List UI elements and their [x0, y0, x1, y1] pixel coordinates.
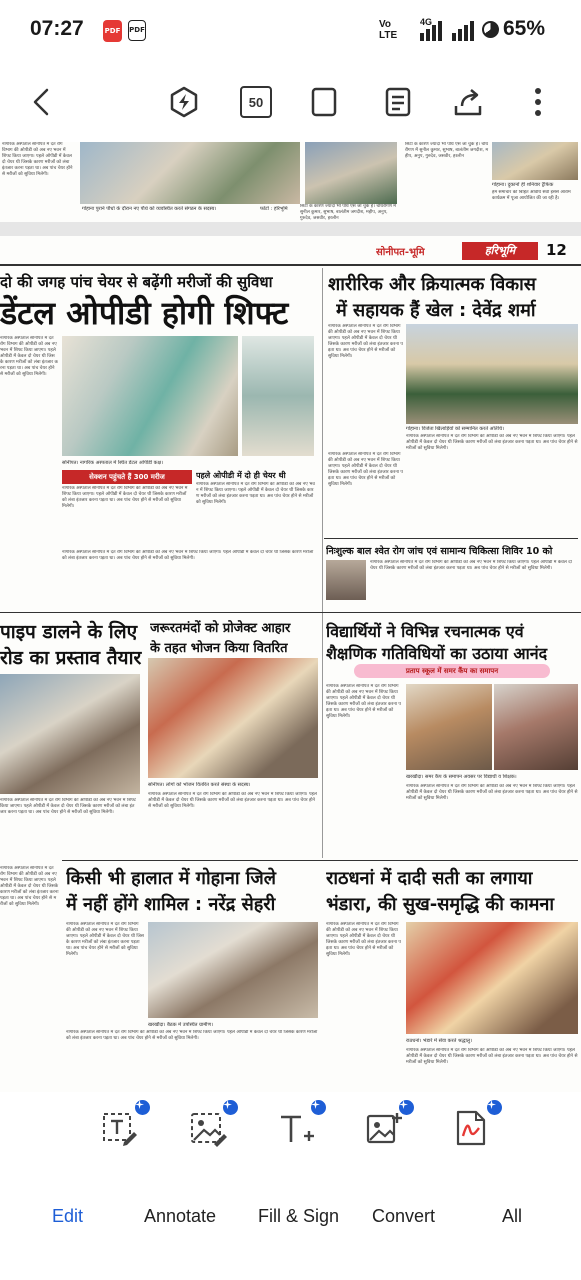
share-button[interactable]	[450, 84, 486, 120]
article-text: नागरिक अस्पताल सोनीपत में दंत रोग विभाग की ओपीडी को अब नए भवन में शिफ्ट किया जाएगा। पहले ओपीडी में केवल दो चेयर थी जिसके कारण मरीजों को लंबा इंतजार करना पड़ता था। अब पांच चेयर होने से मरीजों को सुविधा मिलेगी।	[66, 922, 144, 957]
zoom-value: 50	[240, 86, 272, 118]
image-tool[interactable]	[188, 1108, 234, 1154]
back-button[interactable]	[24, 84, 60, 120]
edit-toolbar	[0, 1092, 581, 1280]
news-photo-school-2	[494, 684, 578, 770]
fullscreen-icon	[310, 86, 338, 118]
article-text: नागरिक अस्पताल सोनीपत में दंत रोग विभाग की ओपीडी को अब नए भवन में शिफ्ट किया जाएगा। पहले ओपीडी में केवल दो चेयर थी जिसके कारण मरीजों को लंबा इंतजार करना पड़ता था। अब पांच चेयर होने से मरीजों को सुविधा मिलेगी।	[326, 684, 401, 719]
article-text: नागरिक अस्पताल सोनीपत में दंत रोग विभाग की ओपीडी को अब नए भवन में शिफ्ट किया जाएगा। पहले ओपीडी में केवल दो चेयर थी जिसके कारण मरीजों को लंबा इंतजार करना पड़ता था। अब पांच चेयर होने से मरीजों को सुविधा मिलेगी।	[2, 142, 73, 177]
add-image-icon	[364, 1108, 404, 1148]
article-text: नागरिक अस्पताल सोनीपत में दंत रोग विभाग की ओपीडी को अब नए भवन में शिफ्ट किया जाएगा। पहले ओपीडी में केवल दो चेयर थी जिसके कारण मरीजों को लंबा इंतजार करना पड़ता था। अब पांच चेयर होने से मरीजों को सुविधा मिलेगी।	[406, 434, 578, 451]
image-icon	[188, 1108, 228, 1148]
add-text-tool[interactable]	[276, 1108, 322, 1154]
photo-caption: सोनीपत। नागरिक अस्पताल में स्थित डेंटल ओपीडी कक्ष।	[62, 460, 163, 466]
reading-mode-button[interactable]	[380, 84, 416, 120]
page-separator	[0, 222, 581, 236]
more-vertical-icon	[534, 87, 542, 117]
fullscreen-button[interactable]	[306, 84, 342, 120]
network-type: 4G	[420, 17, 433, 27]
section-label: सोनीपत-भूमि	[376, 247, 425, 258]
zoom-level-button[interactable]	[238, 84, 274, 120]
person-photo	[326, 560, 366, 600]
edit-text-tool[interactable]	[100, 1108, 146, 1154]
headline-food: जरूरतमंदों को प्रोजेक्ट आहार	[150, 621, 291, 636]
headline-school: विद्यार्थियों ने विभिन्न रचनात्मक एवं	[326, 622, 524, 641]
article-text: नागरिक अस्पताल सोनीपत में दंत रोग विभाग की ओपीडी को अब नए भवन में शिफ्ट किया जाएगा। पहले ओपीडी में केवल दो चेयर थी जिसके कारण मरीजों को लंबा इंतजार करना पड़ता था। अब पांच चेयर होने से मरीजों को सुविधा मिलेगी।	[148, 792, 317, 809]
gesture-bar	[0, 1252, 581, 1280]
headline-health-camp: निःशुल्क बाल श्वेत रोग जांच एवं सामान्य चिकित्सा शिविर 10 को	[326, 546, 553, 557]
news-photo-shops	[492, 142, 578, 180]
article-text: नागरिक अस्पताल सोनीपत में दंत रोग विभाग की ओपीडी को अब नए भवन में शिफ्ट किया जाएगा। पहले ओपीडी में केवल दो चेयर थी जिसके कारण मरीजों को लंबा इंतजार करना पड़ता था। अब पांच चेयर होने से मरीजों को सुविधा मिलेगी।	[326, 922, 401, 957]
share-icon	[452, 86, 484, 118]
battery-level: 65%	[503, 17, 546, 40]
article-text: नागरिक अस्पताल सोनीपत में दंत रोग विभाग की ओपीडी को अब नए भवन में शिफ्ट किया जाएगा। पहले ओपीडी में केवल दो चेयर थी जिसके कारण मरीजों को लंबा इंतजार करना पड़ता था। अब पांच चेयर होने से मरीजों को सुविधा मिलेगी।	[0, 336, 58, 377]
news-photo-group	[305, 142, 397, 204]
ai-badge-icon	[399, 1100, 414, 1115]
pdf-app-icon: PDF	[103, 20, 122, 42]
headline-pipeline: पाइप डालने के लिए	[0, 621, 138, 643]
photo-credit: फोटो : हरिभूमि	[260, 206, 288, 212]
headline-gohana-b: में नहीं होंगे शामिल : नरेंद्र सेहरी	[66, 894, 276, 915]
headline-dental-small: दो की जगह पांच चेयर से बढ़ेंगी मरीजों की सुविधा	[0, 273, 273, 291]
article-text: सिटी के कारण ज्यादा भी पौधे ऐसे जा चुके हैं। चौधरीगण में सुनील कुमार, सुभाष, बालंतीम जगदीश, महीप, अनुप, गुरुदेव, जसवीर, हरलीन	[300, 204, 396, 221]
article-text: नागरिक अस्पताल सोनीपत में दंत रोग विभाग की ओपीडी को अब नए भवन में शिफ्ट किया जाएगा। पहले ओपीडी में केवल दो चेयर थी जिसके कारण मरीजों को लंबा इंतजार करना पड़ता था। अब पांच चेयर होने से मरीजों को सुविधा मिलेगी।	[370, 560, 572, 571]
tab-fill-sign[interactable]: Fill & Sign	[258, 1206, 340, 1226]
news-photo-food	[148, 658, 318, 778]
box-heading: सेक्शन पहुंचते हैं 300 मरीज	[62, 470, 192, 484]
headline-school-b: शैक्षणिक गतिविधियों का उठाया आनंद	[326, 644, 548, 663]
signal-icon-1	[420, 21, 442, 41]
headline-bhandara-b: भंडारा, की सुख-समृद्धि की कामना	[326, 894, 555, 915]
tab-convert[interactable]: Convert	[372, 1206, 436, 1226]
signal-icon-2	[452, 21, 474, 41]
ai-assistant-button[interactable]	[166, 84, 202, 120]
masthead-rule	[0, 264, 581, 266]
brand-logo: हरिभूमि	[462, 242, 538, 260]
pdf-page-previous	[0, 142, 581, 222]
add-text-icon	[276, 1108, 316, 1148]
news-photo-bhandara	[406, 922, 578, 1034]
photo-caption: गोहाना। विजेता खिलाड़ियों को सम्मानित करते अतिथि।	[406, 426, 505, 432]
reader-icon	[384, 86, 412, 118]
article-text: हम समाचार की बिहित अविधि सेवी इससे आराम कार्यक्रम में पूजा आयोजित की जा रही है।	[492, 190, 571, 201]
photo-caption: गोहाना पुराने पौधों के दौरान नए पौधे को व्यवस्थित करते संगठन के सदस्य।	[82, 206, 217, 212]
pdf-doc-icon: PDF	[128, 20, 146, 41]
pdf-page-12	[0, 236, 581, 1092]
headline-sports-b: में सहायक हैं खेल : देवेंद्र शर्मा	[336, 300, 536, 321]
status-bar	[0, 0, 581, 62]
lightning-icon	[168, 86, 200, 118]
article-text: नागरिक अस्पताल सोनीपत में दंत रोग विभाग की ओपीडी को अब नए भवन में शिफ्ट किया जाएगा। पहले ओपीडी में केवल दो चेयर थी जिसके कारण मरीजों को लंबा इंतजार करना पड़ता था। अब पांच चेयर होने से मरीजों को सुविधा मिलेगी।	[196, 482, 315, 505]
article-text: नागरिक अस्पताल सोनीपत में दंत रोग विभाग की ओपीडी को अब नए भवन में शिफ्ट किया जाएगा। पहले ओपीडी में केवल दो चेयर थी जिसके कारण मरीजों को लंबा इंतजार करना पड़ता था। अब पांच चेयर होने से मरीजों को सुविधा मिलेगी।	[406, 784, 578, 801]
article-text: नागरिक अस्पताल सोनीपत में दंत रोग विभाग की ओपीडी को अब नए भवन में शिफ्ट किया जाएगा। पहले ओपीडी में केवल दो चेयर थी जिसके कारण मरीजों को लंबा इंतजार करना पड़ता था। अब पांच चेयर होने से मरीजों को सुविधा मिलेगी।	[328, 324, 403, 359]
page-number: 12	[546, 241, 567, 259]
convert-tool[interactable]	[452, 1108, 498, 1154]
ai-badge-icon	[135, 1100, 150, 1115]
summer-camp-band: प्रताप स्कूल में समर कैंप का समापन	[354, 664, 550, 678]
article-text: नागरिक अस्पताल सोनीपत में दंत रोग विभाग की ओपीडी को अब नए भवन में शिफ्ट किया जाएगा। पहले ओपीडी में केवल दो चेयर थी जिसके कारण मरीजों को लंबा इंतजार करना पड़ता था। अब पांच चेयर होने से मरीजों को सुविधा मिलेगी।	[62, 486, 188, 509]
photo-caption: गोहाना। दुकानों ही शनिवार ट्रैफिक	[492, 182, 554, 188]
volte-indicator: Vo LTE	[379, 19, 398, 41]
battery-icon	[482, 21, 499, 38]
headline-pipeline-b: रोड का प्रस्ताव तैयार	[0, 647, 142, 669]
headline-dental: डेंटल ओपीडी होगी शिफ्ट	[0, 294, 289, 332]
headline-bhandara: राठधनां में दादी सती का लगाया	[326, 868, 533, 889]
news-photo-dental-door	[242, 336, 314, 456]
add-image-tool[interactable]	[364, 1108, 410, 1154]
article-text: नागरिक अस्पताल सोनीपत में दंत रोग विभाग की ओपीडी को अब नए भवन में शिफ्ट किया जाएगा। पहले ओपीडी में केवल दो चेयर थी जिसके कारण मरीजों को लंबा इंतजार करना पड़ता था। अब पांच चेयर होने से मरीजों को सुविधा मिलेगी।	[328, 452, 403, 487]
headline-food-b: के तहत भोजन किया वितरित	[150, 641, 288, 656]
news-photo-meeting	[148, 922, 318, 1018]
edit-text-icon	[100, 1108, 140, 1148]
column-divider	[322, 268, 323, 858]
photo-caption: राठधनां। भंडारे में सेवा करते श्रद्धालु।	[406, 1038, 473, 1044]
section-rule	[324, 538, 578, 539]
article-text: नागरिक अस्पताल सोनीपत में दंत रोग विभाग की ओपीडी को अब नए भवन में शिफ्ट किया जाएगा। पहले ओपीडी में केवल दो चेयर थी जिसके कारण मरीजों को लंबा इंतजार करना पड़ता था। अब पांच चेयर होने से मरीजों को सुविधा मिलेगी।	[62, 550, 314, 561]
article-text: नागरिक अस्पताल सोनीपत में दंत रोग विभाग की ओपीडी को अब नए भवन में शिफ्ट किया जाएगा। पहले ओपीडी में केवल दो चेयर थी जिसके कारण मरीजों को लंबा इंतजार करना पड़ता था। अब पांच चेयर होने से मरीजों को सुविधा मिलेगी।	[66, 1030, 318, 1041]
more-options-button[interactable]	[520, 84, 556, 120]
box-heading-2: पहले ओपीडी में दो ही चेयर थी	[196, 471, 286, 480]
ai-badge-icon	[487, 1100, 502, 1115]
tab-annotate[interactable]: Annotate	[144, 1206, 217, 1226]
status-time: 07:27	[30, 17, 84, 40]
ai-badge-icon	[311, 1100, 326, 1115]
news-photo-sports	[406, 324, 578, 424]
news-photo-pipeline	[0, 674, 140, 794]
viewer-toolbar	[0, 62, 581, 142]
arrow-back-icon	[30, 88, 54, 116]
section-rule	[0, 612, 581, 613]
photo-caption: सोनीपत। लोगों को भोजन वितरित करते संस्था के सदस्य।	[148, 782, 251, 788]
headline-sports: शारीरिक और क्रियात्मक विकास	[328, 274, 536, 295]
article-text: नागरिक अस्पताल सोनीपत में दंत रोग विभाग की ओपीडी को अब नए भवन में शिफ्ट किया जाएगा। पहले ओपीडी में केवल दो चेयर थी जिसके कारण मरीजों को लंबा इंतजार करना पड़ता था। अब पांच चेयर होने से मरीजों को सुविधा मिलेगी।	[406, 1048, 578, 1065]
headline-gohana: किसी भी हालात में गोहाना जिले	[66, 868, 276, 889]
tab-all[interactable]: All	[502, 1206, 523, 1226]
photo-caption: खरखौदा। बैठक में उपस्थित ग्रामीण।	[148, 1022, 213, 1028]
news-photo-dental	[62, 336, 238, 456]
article-text: नागरिक अस्पताल सोनीपत में दंत रोग विभाग की ओपीडी को अब नए भवन में शिफ्ट किया जाएगा। पहले ओपीडी में केवल दो चेयर थी जिसके कारण मरीजों को लंबा इंतजार करना पड़ता था। अब पांच चेयर होने से मरीजों को सुविधा मिलेगी।	[0, 866, 59, 907]
news-photo-school-1	[406, 684, 492, 770]
article-text: सिटी के कारण ज्यादा भी पौधे ऐसे जा चुके हैं। चौधरीगण में सुनील कुमार, सुभाष, बालंतीम जगदीश, महीप, अनुप, गुरुदेव, जसवीर, हरलीन	[405, 142, 489, 159]
ai-badge-icon	[223, 1100, 238, 1115]
bottom-tabs	[0, 1198, 581, 1238]
tab-edit[interactable]: Edit	[52, 1206, 84, 1226]
news-photo-plants	[80, 142, 300, 204]
photo-caption: खरखौदा। समर कैंप के समापन अवसर पर विद्यार्थी व शिक्षक।	[406, 774, 517, 780]
pdf-document-view[interactable]	[0, 142, 581, 1092]
article-text: नागरिक अस्पताल सोनीपत में दंत रोग विभाग की ओपीडी को अब नए भवन में शिफ्ट किया जाएगा। पहले ओपीडी में केवल दो चेयर थी जिसके कारण मरीजों को लंबा इंतजार करना पड़ता था। अब पांच चेयर होने से मरीजों को सुविधा मिलेगी।	[0, 798, 136, 815]
pdf-convert-icon	[452, 1108, 492, 1148]
section-rule	[62, 860, 578, 861]
